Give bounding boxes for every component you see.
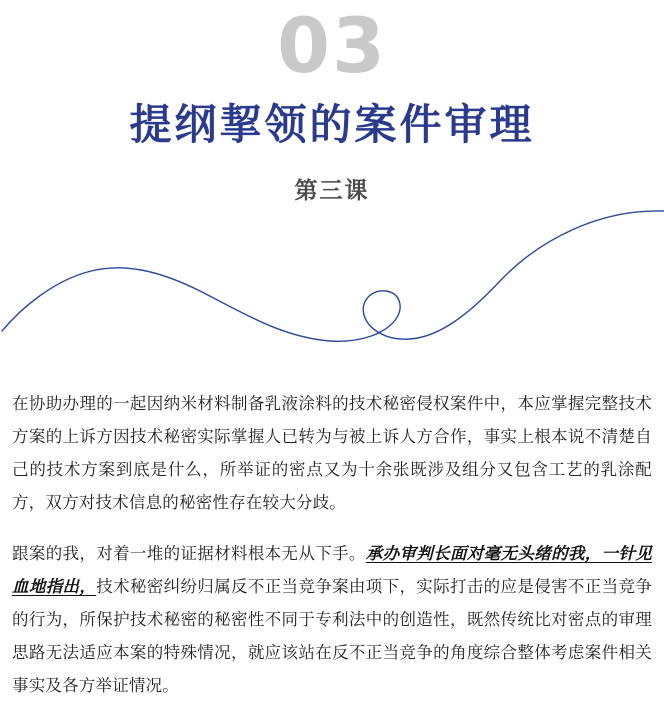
- paragraph-1: 在协助办理的一起因纳米材料制备乳液涂料的技术秘密侵权案件中，本应掌握完整技术方案的上诉方因技术秘密实际掌握人已转为与被上诉人方合作，事实上根本说不清楚自己的技术方案到底是什么，所举证的密点又为十余张既涉及组分又包含工艺的乳涂配方，双方对技术信息的秘密性存在较大分歧。: [12, 395, 652, 512]
- section-number: 03: [277, 1, 387, 90]
- page-title: 提纲挈领的案件审理: [129, 100, 535, 149]
- paragraph-2: [12, 538, 652, 703]
- paragraph-2-lead: 跟案的我，对着一堆的证据材料根本无从下手。: [12, 545, 366, 563]
- paragraph-2-tail: 技术秘密纠纷归属反不正当竞争案由项下，实际打击的应是侵害不正当竞争的行为，所保护技术秘密的秘密性不同于专利法中的创造性，既然传统比对密点的审理思路无法适应本案的特殊情况，就应该站在反不正当竞争的角度综合整体考虑案件相关事实及各方举证情况。: [12, 578, 652, 695]
- page-subtitle: 第三课: [294, 178, 370, 204]
- document-body: [0, 388, 664, 703]
- decorative-swoosh-icon: [0, 205, 664, 365]
- paragraph-2-emphasis: 承办审判长面对毫无头绪的我，一针见血地指出，: [12, 545, 652, 596]
